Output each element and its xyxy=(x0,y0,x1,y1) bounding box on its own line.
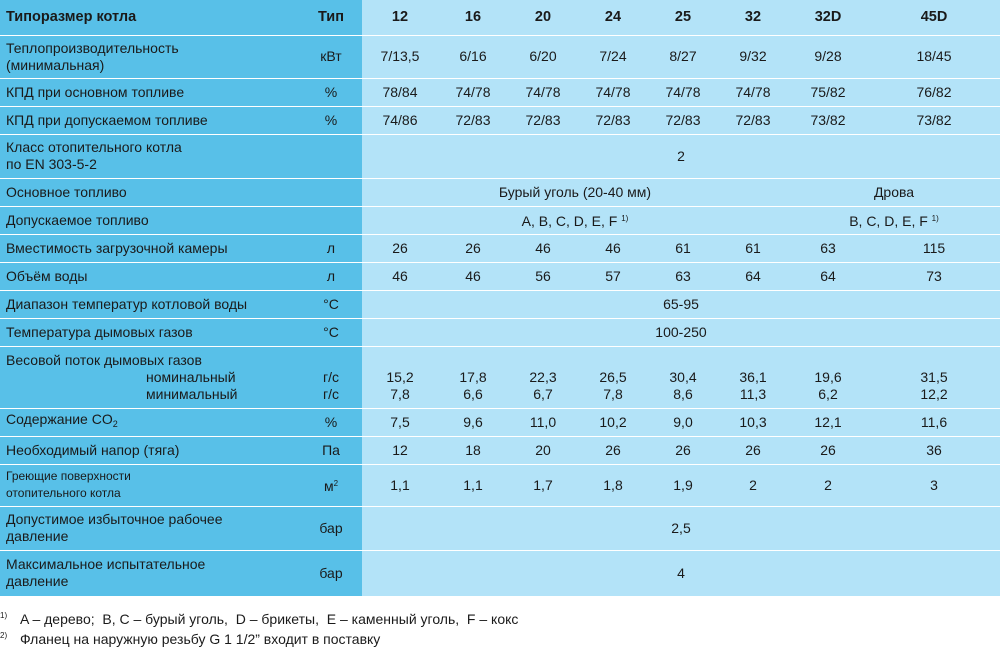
row-unit: °C xyxy=(300,290,362,318)
cell: 1,8 xyxy=(578,464,648,506)
row-unit xyxy=(300,346,362,408)
size-32: 32 xyxy=(718,0,788,35)
unit-text: м xyxy=(323,478,334,494)
row-label: Температура дымовых газов xyxy=(0,318,300,346)
cell xyxy=(362,346,438,408)
cell: 7/24 xyxy=(578,35,648,78)
cell: 12,1 xyxy=(788,408,868,436)
cell: 12 xyxy=(362,436,438,464)
cell: 72/83 xyxy=(718,106,788,134)
row-unit xyxy=(300,464,362,506)
label-line: Класс отопительного котла xyxy=(6,139,182,155)
fuel-list: A, B, C, D, E, F xyxy=(521,213,618,229)
merged-cell: 2,5 xyxy=(362,506,1000,550)
cell: 72/83 xyxy=(648,106,718,134)
row-label: Основное топливо xyxy=(0,178,300,206)
cell: 8/27 xyxy=(648,35,718,78)
footnote-text: A – дерево; B, C – бурый уголь, D – брикеты, E – каменный уголь, F – кокс xyxy=(20,611,519,627)
row-class xyxy=(0,134,1000,178)
row-label: КПД при основном топливе xyxy=(0,78,300,106)
size-25: 25 xyxy=(648,0,718,35)
row-unit: бар xyxy=(300,506,362,550)
label-line: по EN 303-5-2 xyxy=(6,156,97,172)
row-label: Допускаемое топливо xyxy=(0,206,300,234)
cell: 9,0 xyxy=(648,408,718,436)
cell: 74/78 xyxy=(718,78,788,106)
cell: 1,1 xyxy=(362,464,438,506)
row-unit xyxy=(300,178,362,206)
row-heating-surface xyxy=(0,464,1000,506)
cell xyxy=(868,346,1000,408)
row-work-pressure xyxy=(0,506,1000,550)
cell xyxy=(648,346,718,408)
row-flue-temp xyxy=(0,318,1000,346)
cell: 57 xyxy=(578,262,648,290)
cell: 11,6 xyxy=(868,408,1000,436)
minimal-value: 11,3 xyxy=(739,385,767,402)
cell: 56 xyxy=(508,262,578,290)
footnote-mark: 1) xyxy=(0,611,8,620)
label-line: давление xyxy=(6,573,69,590)
cell: 7,5 xyxy=(362,408,438,436)
size-12: 12 xyxy=(362,0,438,35)
cell: 1,9 xyxy=(648,464,718,506)
cell: 63 xyxy=(648,262,718,290)
row-label: Вместимость загрузочной камеры xyxy=(0,234,300,262)
row-label xyxy=(0,35,300,78)
merged-cell xyxy=(788,206,1000,234)
merged-cell: Дрова xyxy=(788,178,1000,206)
row-water-volume xyxy=(0,262,1000,290)
size-45d: 45D xyxy=(868,0,1000,35)
row-fuel-main xyxy=(0,178,1000,206)
superscript: 2 xyxy=(333,479,339,488)
label-line: Теплопроизводительность xyxy=(6,39,179,56)
cell: 26 xyxy=(438,234,508,262)
cell: 46 xyxy=(362,262,438,290)
label-subline: минимальный xyxy=(146,385,238,402)
cell: 64 xyxy=(788,262,868,290)
nominal-value: 30,4 xyxy=(669,368,697,385)
nominal-value: 36,1 xyxy=(739,368,767,385)
label-text: Содержание CO xyxy=(6,411,113,427)
cell: 18/45 xyxy=(868,35,1000,78)
row-label xyxy=(0,464,300,506)
row-water-temp xyxy=(0,290,1000,318)
cell: 20 xyxy=(508,436,578,464)
cell: 64 xyxy=(718,262,788,290)
row-eff-main xyxy=(0,78,1000,106)
row-unit: Па xyxy=(300,436,362,464)
merged-cell xyxy=(362,206,788,234)
cell: 11,0 xyxy=(508,408,578,436)
merged-cell: Бурый уголь (20-40 мм) xyxy=(362,178,788,206)
nominal-value: 17,8 xyxy=(459,368,487,385)
size-16: 16 xyxy=(438,0,508,35)
row-unit: бар xyxy=(300,550,362,596)
footnote-1 xyxy=(0,607,518,628)
cell: 10,3 xyxy=(718,408,788,436)
row-unit: кВт xyxy=(300,35,362,78)
cell: 36 xyxy=(868,436,1000,464)
size-20: 20 xyxy=(508,0,578,35)
minimal-value: 6,7 xyxy=(533,385,553,402)
row-heat-min xyxy=(0,35,1000,78)
minimal-value: 6,6 xyxy=(463,385,483,402)
cell: 9/32 xyxy=(718,35,788,78)
cell: 72/83 xyxy=(438,106,508,134)
cell xyxy=(578,346,648,408)
nominal-value: 15,2 xyxy=(386,368,414,385)
cell: 2 xyxy=(788,464,868,506)
size-24: 24 xyxy=(578,0,648,35)
label-line: (минимальная) xyxy=(6,56,105,73)
cell: 1,1 xyxy=(438,464,508,506)
cell: 72/83 xyxy=(508,106,578,134)
label-line: Весовой поток дымовых газов xyxy=(6,351,202,368)
minimal-value: 12,2 xyxy=(920,385,948,402)
cell: 74/86 xyxy=(362,106,438,134)
row-label xyxy=(0,408,300,436)
cell: 7/13,5 xyxy=(362,35,438,78)
row-label xyxy=(0,346,300,408)
row-label xyxy=(0,134,300,178)
nominal-value: 26,5 xyxy=(599,368,627,385)
cell: 6/16 xyxy=(438,35,508,78)
cell: 9/28 xyxy=(788,35,868,78)
cell: 2 xyxy=(718,464,788,506)
cell: 72/83 xyxy=(578,106,648,134)
fuel-list: B, C, D, E, F xyxy=(849,213,928,229)
footnote-mark: 2) xyxy=(0,631,8,640)
row-label: Необходимый напор (тяга) xyxy=(0,436,300,464)
cell xyxy=(508,346,578,408)
cell: 61 xyxy=(718,234,788,262)
row-label: КПД при допускаемом топливе xyxy=(0,106,300,134)
row-label: Объём воды xyxy=(0,262,300,290)
footnote-mark: 1) xyxy=(931,214,939,223)
cell: 74/78 xyxy=(508,78,578,106)
merged-cell: 4 xyxy=(362,550,1000,596)
label-line: давление xyxy=(6,528,69,544)
cell: 63 xyxy=(788,234,868,262)
cell: 75/82 xyxy=(788,78,868,106)
cell: 78/84 xyxy=(362,78,438,106)
row-eff-alt xyxy=(0,106,1000,134)
cell xyxy=(788,346,868,408)
size-32d: 32D xyxy=(788,0,868,35)
minimal-value: 7,8 xyxy=(390,385,410,402)
row-flue-flow xyxy=(0,346,1000,408)
minimal-value: 7,8 xyxy=(603,385,623,402)
cell: 73/82 xyxy=(868,106,1000,134)
nominal-value: 22,3 xyxy=(529,368,557,385)
merged-cell: 100-250 xyxy=(362,318,1000,346)
label-line: Греющие поверхности xyxy=(6,469,131,483)
row-load-chamber xyxy=(0,234,1000,262)
footnote-mark: 1) xyxy=(621,214,629,223)
nominal-value: 31,5 xyxy=(920,368,948,385)
cell: 26 xyxy=(578,436,648,464)
cell: 1,7 xyxy=(508,464,578,506)
row-unit xyxy=(300,134,362,178)
header-row xyxy=(0,0,1000,35)
row-fuel-alt xyxy=(0,206,1000,234)
cell: 115 xyxy=(868,234,1000,262)
row-label: Диапазон температур котловой воды xyxy=(0,290,300,318)
footnote-text: Фланец на наружную резьбу G 1 1/2” входит в поставку xyxy=(20,631,381,647)
unit-line: г/с xyxy=(323,368,339,385)
minimal-value: 6,2 xyxy=(818,385,838,402)
cell: 46 xyxy=(438,262,508,290)
header-label: Типоразмер котла xyxy=(0,0,300,35)
nominal-value: 19,6 xyxy=(814,368,842,385)
row-unit: л xyxy=(300,262,362,290)
minimal-value: 8,6 xyxy=(673,385,693,402)
cell: 73 xyxy=(868,262,1000,290)
cell: 46 xyxy=(508,234,578,262)
cell: 3 xyxy=(868,464,1000,506)
cell: 74/78 xyxy=(438,78,508,106)
cell: 26 xyxy=(788,436,868,464)
row-unit: °C xyxy=(300,318,362,346)
cell: 9,6 xyxy=(438,408,508,436)
cell: 73/82 xyxy=(788,106,868,134)
row-test-pressure xyxy=(0,550,1000,596)
label-line: Допустимое избыточное рабочее xyxy=(6,511,223,527)
row-label xyxy=(0,506,300,550)
row-unit: л xyxy=(300,234,362,262)
footnote-2 xyxy=(0,627,380,648)
cell: 74/78 xyxy=(578,78,648,106)
row-unit: % xyxy=(300,106,362,134)
row-co2 xyxy=(0,408,1000,436)
merged-cell: 2 xyxy=(362,134,1000,178)
row-draft xyxy=(0,436,1000,464)
cell: 18 xyxy=(438,436,508,464)
cell: 46 xyxy=(578,234,648,262)
merged-cell: 65-95 xyxy=(362,290,1000,318)
row-unit: % xyxy=(300,78,362,106)
label-line: Максимальное испытательное xyxy=(6,556,206,573)
label-subline: номинальный xyxy=(146,368,236,385)
cell: 26 xyxy=(362,234,438,262)
cell: 61 xyxy=(648,234,718,262)
cell: 26 xyxy=(648,436,718,464)
cell: 74/78 xyxy=(648,78,718,106)
cell: 76/82 xyxy=(868,78,1000,106)
cell: 10,2 xyxy=(578,408,648,436)
row-unit: % xyxy=(300,408,362,436)
unit-line: г/с xyxy=(323,385,339,402)
cell: 26 xyxy=(718,436,788,464)
label-line: отопительного котла xyxy=(6,486,121,500)
row-label xyxy=(0,550,300,596)
header-unit: Тип xyxy=(300,0,362,35)
subscript: 2 xyxy=(112,419,118,429)
cell: 6/20 xyxy=(508,35,578,78)
cell xyxy=(718,346,788,408)
cell xyxy=(438,346,508,408)
row-unit xyxy=(300,206,362,234)
